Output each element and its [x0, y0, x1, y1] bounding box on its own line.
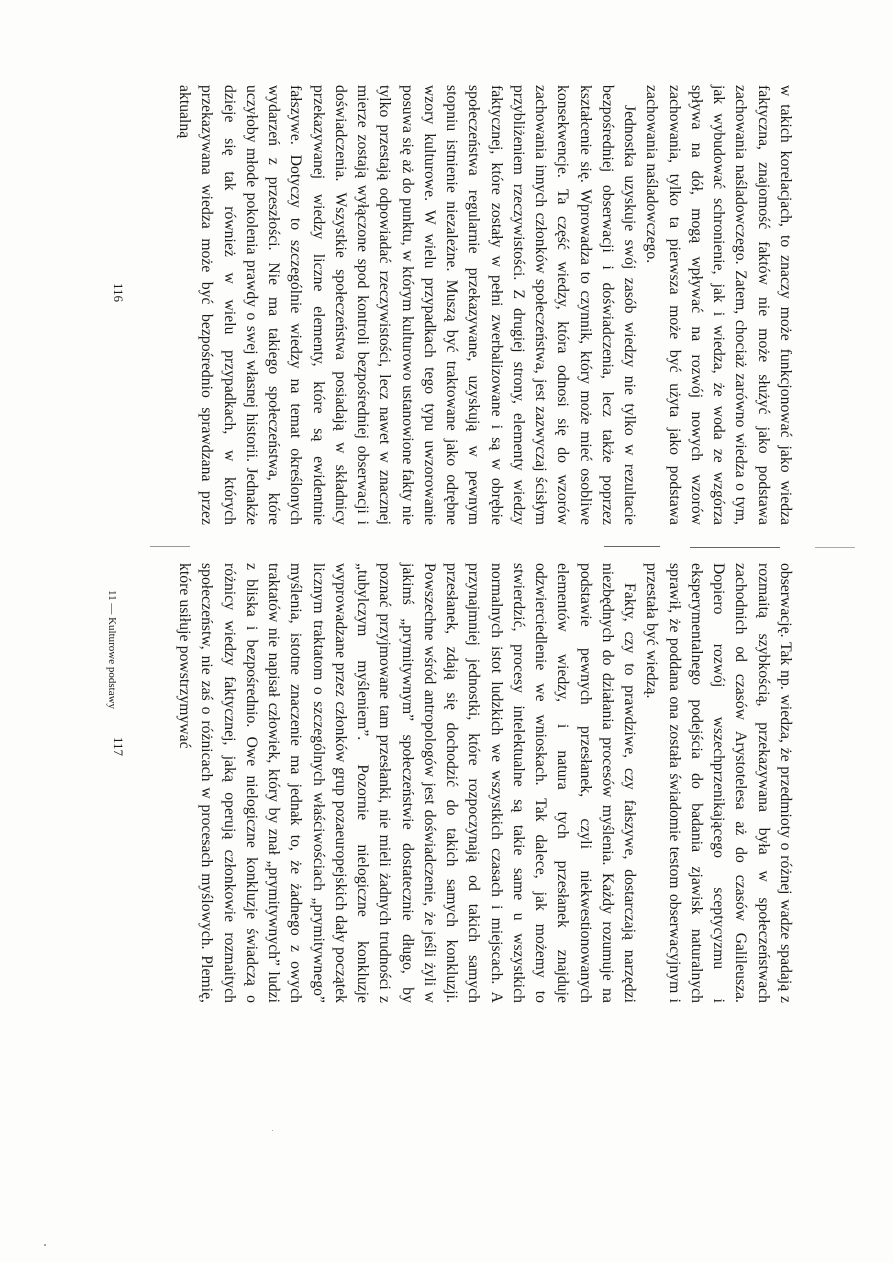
right-page-number: 117 — [111, 737, 126, 757]
gutter-line-4 — [815, 547, 855, 548]
right-paragraph-1: obserwację. Tak np. wiedza, że przedmioty o różnej wadze spadają z rozmaitą szybkością, przekazywana była w społeczeństwach zachodnich od czasów Arystotelesa aż do czasów Galileusza. Dopiero rozwój wszechprzenikającego sceptycyzmu i eksperymentalnego podejścia do badania zjawisk naturalnych sprawił, że poddana ona została świadomie testom obserwacyjnym i przestała być wiedzą. — [643, 563, 794, 1003]
right-page-text-column — [132, 563, 796, 1003]
scan-speck — [272, 1130, 273, 1131]
right-paragraph-2: Fakty, czy to prawdziwe, czy fałszywe, dostarczają narzędzi niezbędnych do działania procesów myślenia. Każdy rozumuje na podstawie pewnych przesłanek, czyli niekwestionowanych elementów wiedzy, i natura tych przesłanek znajduje odzwierciedlenie we wnioskach. Tak dalece, jak możemy to stwierdzić, procesy intelektualne są takie same u wszystkich normalnych istot ludzkich we wszystkich czasach i miejscach. A przynajmniej jednostki, które rozpoczynają od takich samych przesłanek, zdają się dochodzić do takich samych konkluzji. Powszechne wśród antropologów jest doświadczenie, że jeśli żyli w jakimś „prymitywnym” społeczeństwie dostatecznie długo, by poznać przyjmowane tam przesłanki, nie mieli żadnych trudności z „tubylczym myśleniem”. Pozornie nielogiczne konkluzje wyprowadzane przez członków grup pozaeuropejskich dały początek licznym traktatom o szczególnych właściwościach „prymitywnego” myślenia, istotne znaczenie ma jednak to, że żadnego z owych traktatów nie napisał człowiek, który by znał „prymitywnych” ludzi z bliska i bezpośrednio. Owe nielogiczne konkluzje świadczą o różnicy wiedzy faktycznej, jaką operują członkowie rozmaitych społeczeństw, nie zaś o różnicach w procesach myślowych. Plemię, które usiłuje powstrzymywać — [176, 563, 639, 1003]
scan-speck — [44, 1244, 46, 1246]
left-page-text-column — [132, 85, 796, 525]
gutter-line-3 — [690, 547, 780, 548]
left-paragraph-2: Jednostka uzyskuje swój zasób wiedzy nie tylko w rezultacie bezpośredniej obserwacji i doświadczenia, lecz także poprzez kształcenie się. Wprowadza to czynnik, który może mieć osobliwe konsekwencje. Ta część wiedzy, która odnosi się do wzorów zachowania innych członków społeczeństwa, jest zazwyczaj ścisłym przybliżeniem rzeczywistości. Z drugiej strony, elementy wiedzy faktycznej, które zostały w pełni zwerbalizowane i są w obrębie społeczeństwa regularnie przekazywane, uzyskują w pewnym stopniu istnienie niezależne. Muszą być traktowane jako odrębne wzory kulturowe. W wielu przypadkach tego typu uwzorowanie posuwa się aż do punktu, w którym kulturowo ustanowione fakty nie tylko przestają odpowiadać rzeczywistości, lecz nawet w znacznej mierze zostają wyłączone spod kontroli bezpośredniej obserwacji i doświadczenia. Wszystkie społeczeństwa posiadają w składnicy przekazywanej wiedzy liczne elementy, które są ewidentnie fałszywe. Dotyczy to szczególnie wiedzy na temat określonych wydarzeń z przeszłości. Nie ma takiego społeczeństwa, które uczyłoby młode pokolenia prawdy o swej własnej historii. Jednakże dzieje się tak również w wielu przypadkach, w których przekazywana wiedza może być bezpośrednio sprawdzana przez aktualną — [176, 85, 639, 525]
gutter-line-1 — [150, 546, 190, 547]
gutter-line-2 — [604, 546, 660, 547]
left-paragraph-1: w takich korelacjach, to znaczy może funkcjonować jako wiedza faktyczna, znajomość faktów nie może służyć jako podstawa zachowania naśladowczego. Zatem, chociaż zarówno wiedza o tym, jak wybudować schronienie, jak i wiedza, że woda ze wzgórza spływa na dół, mogą wpływać na rozwój nowych wzorów zachowania, tylko ta pierwsza może być użyta jako podstawa zachowania naśladowczego. — [643, 85, 794, 525]
left-page-number: 116 — [111, 283, 126, 303]
signature-mark: 11 — Kulturowe podstawy — [106, 590, 118, 710]
